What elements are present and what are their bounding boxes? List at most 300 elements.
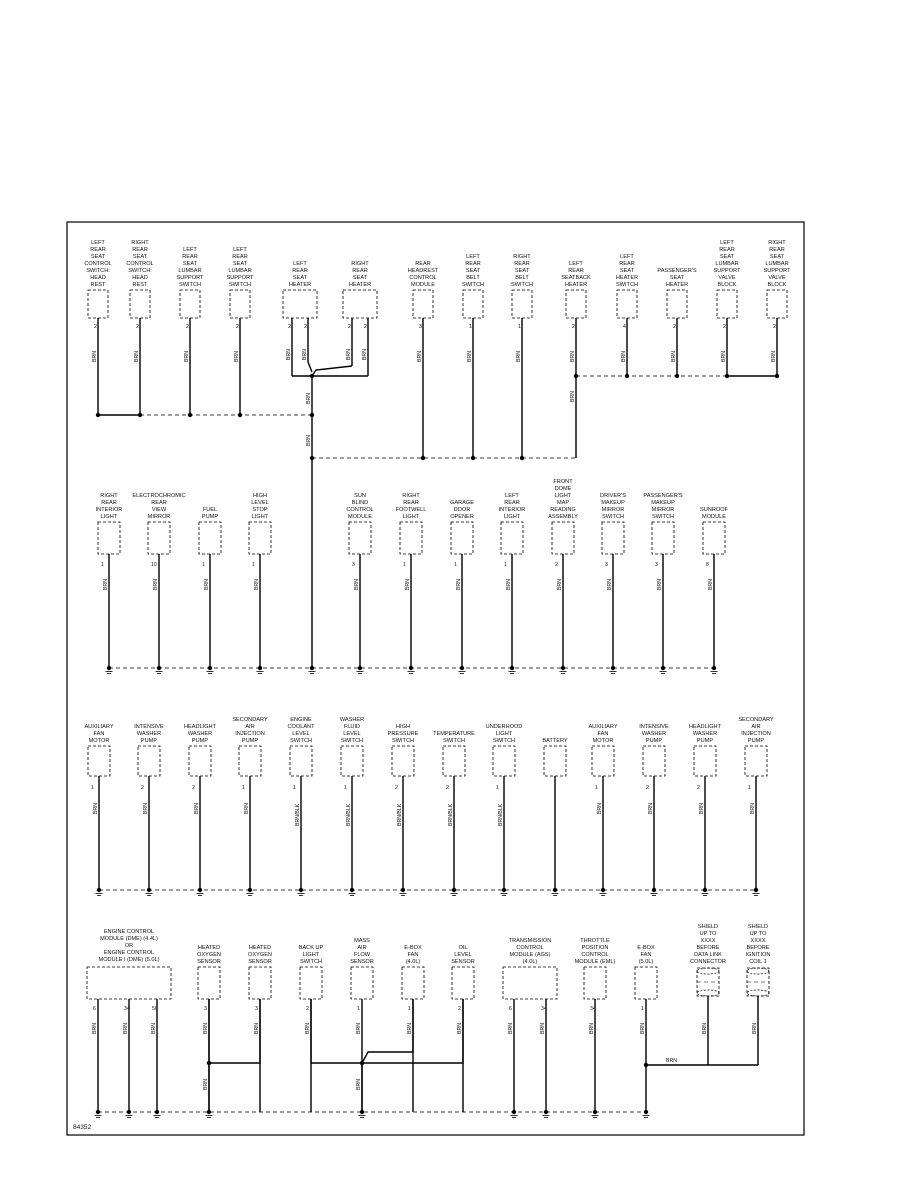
ground-symbol xyxy=(309,666,316,674)
component-label-line: AIR xyxy=(357,945,367,951)
wire-color-label: BRN xyxy=(302,349,308,360)
component-label-line: SHIELD xyxy=(747,924,769,930)
ground-node xyxy=(561,666,565,670)
pin-number: 1 xyxy=(454,562,457,568)
connector-box xyxy=(566,290,586,318)
ground-node xyxy=(512,1110,516,1114)
component-label-line: SWITCH xyxy=(391,738,415,744)
component-label-line: MIRROR xyxy=(651,507,675,513)
wires xyxy=(92,318,779,1112)
ground-node xyxy=(107,666,111,670)
connector-box xyxy=(767,290,787,318)
figure-id: 84352 xyxy=(73,1124,92,1131)
wire-color-label: BRN xyxy=(457,1023,463,1034)
component-label-line: PUMP xyxy=(140,738,158,744)
component-label-line: OIL xyxy=(458,945,468,951)
ground-symbol xyxy=(408,666,415,674)
component-label-line: BLIND xyxy=(351,500,369,506)
component-label-line: DATA LINK xyxy=(694,952,722,958)
ground-symbol xyxy=(702,888,709,896)
component-label-line: SUNROOF xyxy=(700,507,728,513)
pin-number: 2 xyxy=(723,324,726,330)
component-label-line: BEFORE xyxy=(696,945,720,951)
pin-number: 1 xyxy=(403,562,406,568)
component-label-line: INTERIOR xyxy=(95,507,123,513)
component-label-line: PUMP xyxy=(747,738,765,744)
component-label-line: REAR xyxy=(415,261,431,267)
component-label-line: E-BOX xyxy=(404,945,422,951)
pin-number: 10 xyxy=(151,562,157,568)
pin-number: 1 xyxy=(408,1006,411,1012)
pin-number: 2 xyxy=(646,785,649,791)
component-label-line: LEFT xyxy=(620,254,634,260)
ground-symbol xyxy=(298,888,305,896)
component-label-line: REAR xyxy=(568,268,584,274)
component-label-line: CONTROL xyxy=(346,507,374,513)
component-label-line: MODULE (EML) xyxy=(574,959,616,965)
ground-symbol xyxy=(660,666,667,674)
diagram-frame xyxy=(67,222,804,1135)
wire xyxy=(312,366,352,376)
ground-symbol xyxy=(560,666,567,674)
component-label-line: SEAT xyxy=(90,254,106,260)
ground-node xyxy=(127,1110,131,1114)
component-label-line: OPENER xyxy=(450,514,474,520)
component-label-line: SUPPORT xyxy=(763,268,791,274)
wire-color-label: BRN xyxy=(407,1023,413,1034)
connector-box xyxy=(249,967,271,999)
component-label-line: HEATER xyxy=(665,282,689,288)
wire-color-label: BRN xyxy=(506,579,512,590)
component-label-line: OXYGEN xyxy=(248,952,272,958)
wire-color-label: BRN xyxy=(244,803,250,814)
component-label-line: SENSOR xyxy=(248,959,272,965)
connector-box xyxy=(463,290,483,318)
component-label-line: HEAD xyxy=(132,275,148,281)
component-label-line: MOTOR xyxy=(88,738,110,744)
wire xyxy=(308,362,312,372)
connector-box xyxy=(493,746,515,776)
component-label-line: LEVEL xyxy=(343,731,361,737)
component-label-line: SWITCH xyxy=(601,514,625,520)
component-label-line: OR xyxy=(124,943,134,949)
pin-number: 2 xyxy=(94,324,97,330)
ground-node xyxy=(198,888,202,892)
wire xyxy=(362,999,413,1063)
shield-ellipse xyxy=(747,990,769,996)
component-label-line: HEATED xyxy=(248,945,272,951)
component-label-line: LUMBAR xyxy=(178,268,202,274)
ground-symbol xyxy=(95,1110,102,1118)
wire-color-label: BRN xyxy=(143,803,149,814)
component-label-line: MAKEUP xyxy=(651,500,675,506)
component-label-line: DOOR xyxy=(453,507,471,513)
ground-symbol xyxy=(257,666,264,674)
component-label-line: INTERIOR xyxy=(498,507,526,513)
ground-node xyxy=(644,1110,648,1114)
component-label-line: SEAT xyxy=(465,268,481,274)
component-label-line: LUMBAR xyxy=(715,261,739,267)
component-label-line: RIGHT xyxy=(768,240,786,246)
component-label-line: HEADLIGHT xyxy=(688,724,722,730)
component-label-line: REAR xyxy=(132,247,148,253)
ground-symbol xyxy=(106,666,113,674)
component-label-line: MODULE xyxy=(348,514,372,520)
component-label-line: PASSENGER'S xyxy=(657,268,697,274)
component-label-line: SUPPORT xyxy=(176,275,204,281)
component-label-line: CONTROL xyxy=(516,945,544,951)
ground-symbol xyxy=(207,666,214,674)
ground-node xyxy=(358,666,362,670)
connector-box xyxy=(501,522,523,554)
ground-node xyxy=(147,888,151,892)
wire-color-label: BRN xyxy=(752,1023,758,1034)
component-label-line: REAR xyxy=(101,500,117,506)
connector-box xyxy=(643,746,665,776)
ground-symbol xyxy=(592,1110,599,1118)
wire-color-label: BRN xyxy=(103,579,109,590)
wire-color-label: BRN xyxy=(92,351,98,362)
connector-box xyxy=(413,290,433,318)
component-label-line: SEAT xyxy=(132,254,148,260)
component-label-line: POSITION xyxy=(581,945,609,951)
component-label-line: SUN xyxy=(354,493,366,499)
ground-node xyxy=(350,888,354,892)
connector-box xyxy=(351,967,373,999)
ground-node xyxy=(544,1110,548,1114)
connector-box xyxy=(300,967,322,999)
component-label-line: TRANSMISSION xyxy=(508,938,552,944)
component-label-line: REST xyxy=(90,282,106,288)
component-label-line: FOOTWELL xyxy=(395,507,427,513)
connector-box xyxy=(87,967,171,999)
wire-color-label: BRN xyxy=(657,579,663,590)
component-label-line: BELT xyxy=(466,275,480,281)
component-label-line: FAN xyxy=(93,731,105,737)
component-label-line: SUPPORT xyxy=(713,268,741,274)
component-label-line: REAR xyxy=(232,254,248,260)
component-label-line: WASHER xyxy=(187,731,213,737)
ground-symbol xyxy=(400,888,407,896)
wire-color-label: BRN xyxy=(607,579,613,590)
ground-node xyxy=(661,666,665,670)
ground-symbol xyxy=(154,1110,161,1118)
wire-color-label: BRN xyxy=(354,579,360,590)
pin-number: 1 xyxy=(242,785,245,791)
component-label-line: WASHER xyxy=(136,731,162,737)
component-label-line: SENSOR xyxy=(451,959,475,965)
component-label-line: SWITCH xyxy=(615,282,639,288)
pin-number: 2 xyxy=(697,785,700,791)
wire-color-label: BRN xyxy=(203,1023,209,1034)
ground-symbol xyxy=(511,1110,518,1118)
component-label-line: FAN xyxy=(597,731,609,737)
component-label-line: GARAGE xyxy=(450,500,474,506)
pin-number: 3 xyxy=(655,562,658,568)
component-label-line: WASHER xyxy=(692,731,718,737)
wire-color-label: BRN xyxy=(405,579,411,590)
component-label-line: MAP xyxy=(556,500,570,506)
component-label-line: THROTTLE xyxy=(580,938,610,944)
component-label-line: SWITCH xyxy=(651,514,675,520)
wire-color-label: BRN/BLK xyxy=(346,803,352,826)
component-label-line: CONTROL xyxy=(409,275,437,281)
connector-box xyxy=(198,967,220,999)
component-label-line: SENSOR xyxy=(350,959,374,965)
connector-box xyxy=(635,967,657,999)
pin-number: 1 xyxy=(252,562,255,568)
connector-box xyxy=(199,522,221,554)
wire-color-label: BRN xyxy=(771,351,777,362)
connector-box xyxy=(180,290,200,318)
component-label-line: INJECTION xyxy=(235,731,265,737)
ground-symbol xyxy=(206,1110,213,1118)
wire-color-label: BRN xyxy=(254,1023,260,1034)
ground-node xyxy=(97,888,101,892)
connector-box xyxy=(552,522,574,554)
connector-box xyxy=(239,746,261,776)
ground-symbol xyxy=(643,1110,650,1118)
component-label-line: VALVE xyxy=(718,275,736,281)
pin-number: 1 xyxy=(91,785,94,791)
connector-box xyxy=(88,290,108,318)
connector-box xyxy=(402,967,424,999)
connector-box xyxy=(717,290,737,318)
ground-node xyxy=(452,888,456,892)
ground-node xyxy=(208,666,212,670)
connector-box xyxy=(343,290,377,318)
connector-box xyxy=(503,967,557,999)
wire-color-label: BRN xyxy=(356,1023,362,1034)
shield-ellipse xyxy=(747,968,769,974)
wire-color-label: BRN xyxy=(540,1023,546,1034)
ground-node xyxy=(652,888,656,892)
component-label-line: REST xyxy=(132,282,148,288)
wire-color-label: BRN xyxy=(203,1079,209,1090)
pin-number: 34 xyxy=(590,1006,596,1012)
component-label-line: PUMP xyxy=(645,738,663,744)
component-label-line: LIGHT xyxy=(554,493,572,499)
pin-number: 34 xyxy=(124,1006,130,1012)
ground-symbol xyxy=(753,888,760,896)
component-label-line: SEAT xyxy=(719,254,735,260)
pin-number: 1 xyxy=(344,785,347,791)
wire-color-label: BRN xyxy=(93,803,99,814)
connector-box xyxy=(602,522,624,554)
component-label-line: HIGH xyxy=(253,493,267,499)
wire-color-label: BRN xyxy=(456,579,462,590)
component-label-line: HEATER xyxy=(348,282,372,288)
wire-color-label: BRN xyxy=(516,351,522,362)
pin-number: 2 xyxy=(186,324,189,330)
connector-box xyxy=(617,290,637,318)
component-label-line: HEADREST xyxy=(407,268,439,274)
component-label-line: LEFT xyxy=(233,247,247,253)
wire-color-label: BRN xyxy=(134,351,140,362)
component-label-line: VIEW xyxy=(151,507,167,513)
component-label-line: REAR xyxy=(403,500,419,506)
wire-color-label: BRN xyxy=(123,1023,129,1034)
wire-color-label: BRN xyxy=(666,1058,677,1064)
ground-node xyxy=(401,888,405,892)
component-label-line: READING xyxy=(550,507,576,513)
wire-color-label: BRN xyxy=(589,1023,595,1034)
wire-color-label: BRN xyxy=(699,803,705,814)
connector-box xyxy=(249,522,271,554)
component-label-line: MODULE xyxy=(411,282,435,288)
component-label-line: REAR xyxy=(292,268,308,274)
component-label-line: HEATER xyxy=(615,275,639,281)
component-label-line: AIR xyxy=(245,724,255,730)
component-label-line: LUMBAR xyxy=(228,268,252,274)
component-label-line: SWITCH xyxy=(442,738,466,744)
component-label-line: STOP xyxy=(252,507,268,513)
ground-symbol xyxy=(451,888,458,896)
component-label-line: LEVEL xyxy=(251,500,269,506)
shield-ellipse xyxy=(697,968,719,974)
component-label-line: FLOW xyxy=(353,952,371,958)
wire-color-label: BRN xyxy=(194,803,200,814)
wire-color-label: BRN xyxy=(671,351,677,362)
component-label-line: ELECTROCHROMIC xyxy=(132,493,186,499)
component-label-line: MODULE I (DME) (5.0L) xyxy=(98,957,160,963)
component-label-line: PUMP xyxy=(201,514,219,520)
component-label-line: SEAT xyxy=(514,268,530,274)
ground-symbol xyxy=(156,666,163,674)
component-label-line: MIRROR xyxy=(147,514,171,520)
ground-node xyxy=(155,1110,159,1114)
component-label-line: SENSOR xyxy=(197,959,221,965)
wire-color-label: BRN/BLK xyxy=(295,803,301,826)
component-label-line: LEFT xyxy=(505,493,519,499)
pin-number: 2 xyxy=(136,324,139,330)
component-label-line: WASHER xyxy=(641,731,667,737)
wire-color-label: BRN xyxy=(306,435,312,446)
pin-number: 2 xyxy=(192,785,195,791)
component-label-line: REAR xyxy=(90,247,106,253)
connector-box xyxy=(703,522,725,554)
connector-box xyxy=(592,746,614,776)
pin-number: 2 xyxy=(555,562,558,568)
wire-color-label: BRN xyxy=(648,803,654,814)
component-label-line: SWITCH xyxy=(461,282,485,288)
component-label-line: SWITCH xyxy=(299,959,323,965)
shield-ellipse xyxy=(697,990,719,996)
connector-box xyxy=(341,746,363,776)
component-label-line: SUPPORT xyxy=(226,275,254,281)
component-label-line: FRONT xyxy=(553,479,573,485)
component-label-line: LEVEL xyxy=(292,731,310,737)
component-label-line: MODULE (AGS) xyxy=(509,952,551,958)
pin-number: 2 xyxy=(304,324,307,330)
component-label-line: BEFORE xyxy=(746,945,770,951)
component-label-line: SWITCH xyxy=(340,738,364,744)
wire-color-label: BRN xyxy=(508,1023,514,1034)
pin-number: 8 xyxy=(706,562,709,568)
wire-color-label: BRN xyxy=(92,1023,98,1034)
component-label-line: LIGHT xyxy=(503,514,521,520)
component-label-line: REAR xyxy=(352,268,368,274)
pin-number: 2 xyxy=(395,785,398,791)
splice-dot xyxy=(644,1063,648,1067)
wire-color-label: BRN xyxy=(346,349,352,360)
ground-symbol xyxy=(197,888,204,896)
component-label-line: MASS xyxy=(354,938,370,944)
ground-symbol xyxy=(349,888,356,896)
pin-number: 1 xyxy=(496,785,499,791)
component-label-line: FAN xyxy=(640,952,652,958)
wire-color-label: BRN xyxy=(570,391,576,402)
component-label-line: MIRROR xyxy=(601,507,625,513)
component-label-line: CONTROL xyxy=(126,261,154,267)
connector-box xyxy=(584,967,606,999)
ground-node xyxy=(754,888,758,892)
component-label-line: CONNECTOR xyxy=(690,959,726,965)
component-label-line: LEFT xyxy=(466,254,480,260)
connector-box xyxy=(148,522,170,554)
connector-box xyxy=(694,746,716,776)
ground-node xyxy=(502,888,506,892)
component-label-line: ENGINE xyxy=(290,717,312,723)
pin-number: 1 xyxy=(101,562,104,568)
component-label-line: SHIELD xyxy=(697,924,719,930)
ground-symbol xyxy=(600,888,607,896)
connector-box xyxy=(230,290,250,318)
pin-number: 6 xyxy=(93,1006,96,1012)
component-label-line: PUMP xyxy=(191,738,209,744)
pin-number: 1 xyxy=(357,1006,360,1012)
component-label-line: RIGHT xyxy=(131,240,149,246)
connector-box xyxy=(451,522,473,554)
ground-symbol xyxy=(610,666,617,674)
component-label-line: LEFT xyxy=(293,261,307,267)
wire xyxy=(209,999,260,1063)
ground-node xyxy=(360,1110,364,1114)
wire-color-label: BRN xyxy=(204,579,210,590)
pin-number: 1 xyxy=(469,324,472,330)
component-label-line: BATTERY xyxy=(542,738,568,744)
connector-box xyxy=(544,746,566,776)
component-label-line: (4.0L) xyxy=(522,959,538,965)
component-label-line: AUXILIARY xyxy=(588,724,618,730)
pin-number: 4 xyxy=(623,324,626,330)
component-label-line: SWITCH xyxy=(178,282,202,288)
pin-number: 50 xyxy=(152,1006,158,1012)
pin-number: 2 xyxy=(288,324,291,330)
pin-number: 3 xyxy=(419,324,422,330)
ground-symbol xyxy=(543,1110,550,1118)
component-label-line: XXXX xyxy=(750,938,766,944)
component-label-line: LUMBAR xyxy=(765,261,789,267)
wire-color-label: BRN xyxy=(234,351,240,362)
component-label-line: LIGHT xyxy=(495,731,513,737)
component-label-line: CONTROL xyxy=(84,261,112,267)
splice-dot xyxy=(207,1061,211,1065)
wire-color-label: BRN xyxy=(184,351,190,362)
ground-symbol xyxy=(651,888,658,896)
pin-number: 2 xyxy=(572,324,575,330)
ground-symbol xyxy=(126,1110,133,1118)
component-label-line: REAR xyxy=(619,261,635,267)
component-label-line: REAR xyxy=(465,261,481,267)
ground-node xyxy=(409,666,413,670)
ground-node xyxy=(258,666,262,670)
pin-number: 2 xyxy=(446,785,449,791)
ground-node xyxy=(703,888,707,892)
ground-symbol xyxy=(711,666,718,674)
component-label-line: REAR xyxy=(151,500,167,506)
component-label-line: LIGHT xyxy=(402,514,420,520)
